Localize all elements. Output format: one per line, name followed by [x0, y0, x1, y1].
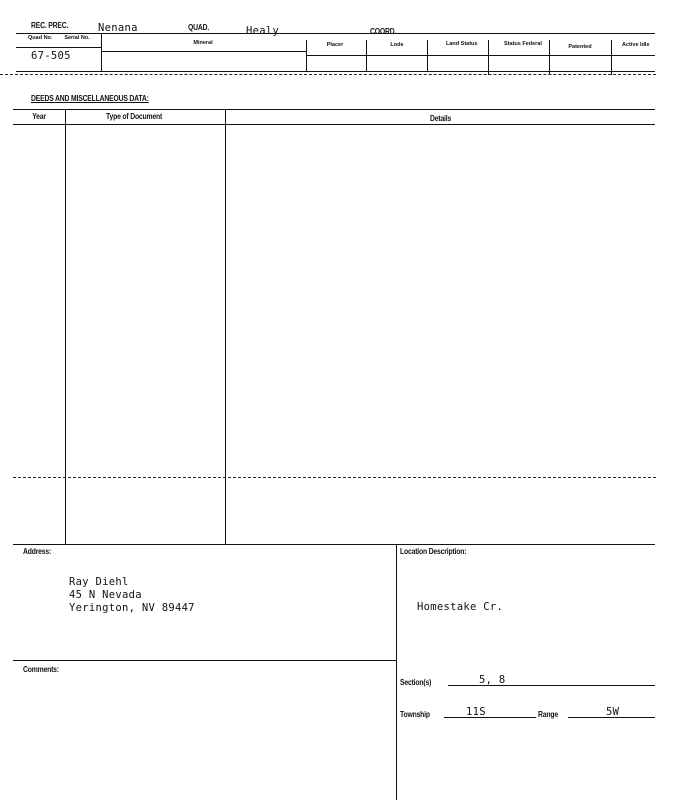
address-line: Yerington, NV 89447: [69, 602, 195, 614]
quad-no-header: Quad No.: [28, 35, 53, 41]
location-value: Homestake Cr.: [417, 601, 504, 613]
address-block: [69, 576, 195, 615]
quad-serial-value: 67-505: [31, 50, 71, 62]
col-divider: [549, 40, 550, 75]
active-idle-header: Active Idle: [622, 42, 650, 48]
range-value: 5W: [606, 706, 620, 718]
quad-serial-sep-line: [16, 47, 101, 48]
status-sep-line: [306, 55, 655, 56]
sections-label: Section(s): [400, 678, 432, 687]
bottom-center-divider: [396, 544, 397, 800]
lode-header: Lode: [390, 42, 404, 48]
address-line: 45 N Nevada: [69, 589, 142, 601]
patented-header: Patented: [568, 44, 592, 50]
col-divider: [306, 40, 307, 71]
col-divider: [366, 40, 367, 71]
deeds-year-divider: [65, 109, 66, 544]
land-status-header: Land Status: [446, 41, 478, 47]
township-label: Township: [400, 710, 430, 719]
mineral-sep-line: [101, 51, 306, 52]
rec-prec-label: REC. PREC.: [31, 21, 69, 30]
status-federal-header: Status Federal: [504, 41, 542, 47]
col-divider: [488, 40, 489, 75]
deeds-type-header: Type of Document: [106, 112, 163, 121]
deeds-top-line: [13, 109, 655, 110]
deeds-year-header: Year: [32, 112, 46, 121]
header-dashed-line: [0, 74, 656, 75]
placer-header: Placer: [326, 42, 344, 48]
col-divider: [611, 40, 612, 75]
location-label: Location Description:: [400, 547, 467, 556]
address-comments-sep: [13, 660, 396, 661]
township-underline: [444, 717, 536, 718]
col-divider: [427, 40, 428, 71]
rec-prec-value: Nenana: [98, 22, 138, 34]
deeds-dashed-line: [13, 477, 656, 478]
mineral-header: Mineral: [193, 40, 213, 46]
address-label: Address:: [23, 547, 52, 556]
header-top-line: [16, 33, 655, 34]
header-bottom-line: [16, 71, 655, 72]
serial-no-header: Serial No.: [64, 35, 90, 41]
address-line: Ray Diehl: [69, 576, 129, 588]
sections-value: 5, 8: [479, 674, 506, 686]
coord-label: COORD.: [370, 27, 397, 36]
quad-value: Healy: [246, 25, 280, 37]
township-value: 11S: [466, 706, 486, 718]
deeds-type-divider: [225, 109, 226, 544]
deeds-section-title: DEEDS AND MISCELLANEOUS DATA:: [31, 94, 149, 103]
deeds-header-bottom-line: [13, 124, 655, 125]
deeds-bottom-line: [13, 544, 655, 545]
range-label: Range: [538, 710, 558, 719]
deeds-details-header: Details: [430, 114, 452, 123]
quad-label: QUAD.: [188, 23, 210, 32]
col-divider: [101, 33, 102, 71]
comments-label: Comments:: [23, 665, 59, 674]
